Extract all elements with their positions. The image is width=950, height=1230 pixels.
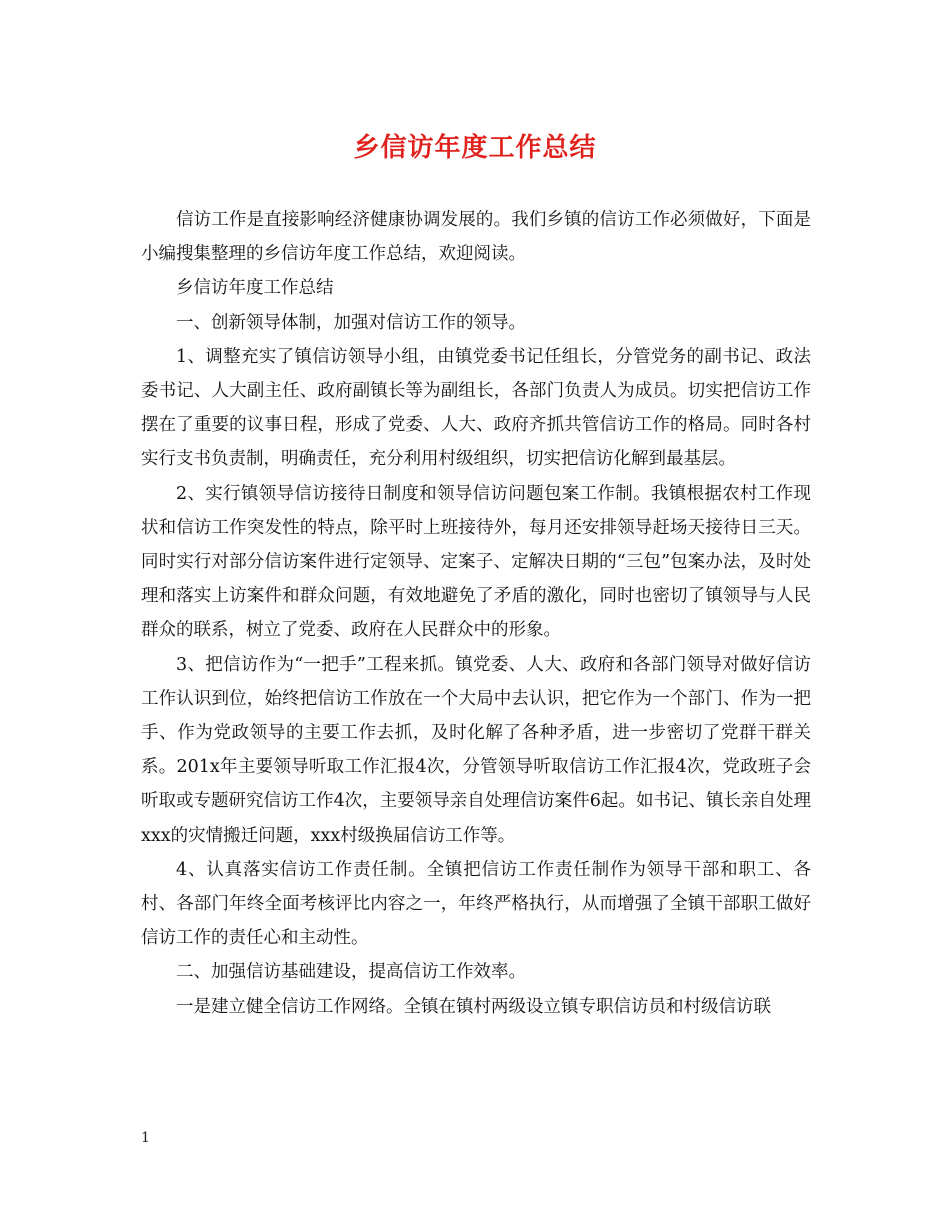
intro-paragraph: 信访工作是直接影响经济健康协调发展的。我们乡镇的信访工作必须做好，下面是小编搜集整理的乡信访年度工作总结，欢迎阅读。 <box>141 210 811 265</box>
item-paragraph-3: 3、把信访作为“一把手”工程来抓。镇党委、人大、政府和各部门领导对做好信访工作认识到位，始终把信访工作放在一个大局中去认识，把它作为一个部门、作为一把手、作为党政领导的主要工作去抓，及时化解了各种矛盾，进一步密切了党群干群关系。201x年主要领导听取工作汇报4次，分管领导听取信访工作汇报4次，党政班子会听取或专题研究信访工作4次，主要领导亲自处理信访案件6起。如书记、镇长亲自处理xxx的灾情搬迁问题，xxx村级换届信访工作等。 <box>141 654 811 846</box>
subtitle-paragraph: 乡信访年度工作总结 <box>176 278 334 299</box>
item-paragraph-5: 一是建立健全信访工作网络。全镇在镇村两级设立镇专职信访员和村级信访联 <box>176 996 771 1017</box>
item-paragraph-1: 1、调整充实了镇信访领导小组，由镇党委书记任组长，分管党务的副书记、政法委书记、人大副主任、政府副镇长等为副组长，各部门负责人为成员。切实把信访工作摆在了重要的议事日程，形成了党委、人大、政府齐抓共管信访工作的格局。同时各村实行支书负责制，明确责任，充分利用村级组织，切实把信访化解到最基层。 <box>141 346 811 470</box>
page-number: 1 <box>141 1130 150 1146</box>
section-heading-2: 二、加强信访基础建设，提高信访工作效率。 <box>176 962 526 983</box>
item-paragraph-4: 4、认真落实信访工作责任制。全镇把信访工作责任制作为领导干部和职工、各村、各部门年终全面考核评比内容之一，年终严格执行，从而增强了全镇干部职工做好信访工作的责任心和主动性。 <box>141 859 811 949</box>
document-body <box>141 203 811 1024</box>
document-title: 乡信访年度工作总结 <box>353 133 597 163</box>
section-heading-1: 一、创新领导体制，加强对信访工作的领导。 <box>176 312 526 333</box>
item-paragraph-2: 2、实行镇领导信访接待日制度和领导信访问题包案工作制。我镇根据农村工作现状和信访工作突发性的特点，除平时上班接待外，每月还安排领导赶场天接待日三天。同时实行对部分信访案件进行定领导、定案子、定解决日期的“三包”包案办法，及时处理和落实上访案件和群众问题，有效地避免了矛盾的激化，同时也密切了镇领导与人民群众的联系，树立了党委、政府在人民群众中的形象。 <box>141 483 811 641</box>
